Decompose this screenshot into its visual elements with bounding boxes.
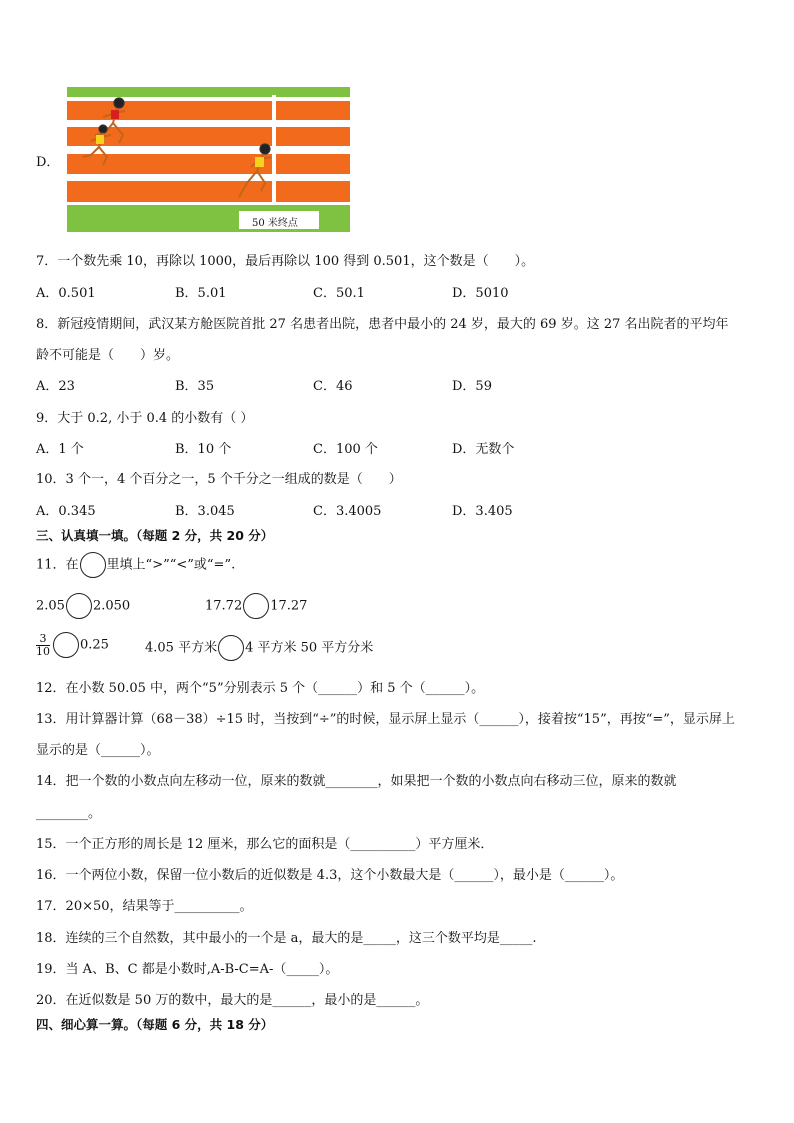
q11-item-a xyxy=(36,593,130,619)
question-9: 9．大于 0.2, 小于 0.4 的小数有（ ） xyxy=(36,411,254,426)
q9-option-b: B．10 个 xyxy=(175,442,232,457)
blank-circle[interactable] xyxy=(218,635,244,661)
q10-option-b: B．3.045 xyxy=(175,504,235,519)
q11-item-d xyxy=(145,635,373,661)
q11-prefix: 11．在 xyxy=(36,557,79,573)
q7-option-a: A．0.501 xyxy=(36,286,96,301)
q11-b-left: 17.72 xyxy=(205,598,243,614)
q11-d-right: 4 平方米 50 平方分米 xyxy=(245,640,374,656)
question-14-line2: ________。 xyxy=(36,806,102,821)
q11-d-left: 4.05 平方米 xyxy=(145,640,218,656)
question-11 xyxy=(36,552,235,578)
q8-option-d: D．59 xyxy=(452,379,492,394)
question-7: 7．一个数先乘 10，再除以 1000，最后再除以 100 得到 0.501，这个数是（ ）。 xyxy=(36,254,535,269)
blank-circle[interactable] xyxy=(80,552,106,578)
question-8-line2: 龄不可能是（ ）岁。 xyxy=(36,348,180,363)
section-4-heading: 四、细心算一算。（每题 6 分，共 18 分） xyxy=(36,1017,274,1032)
q9-option-d: D．无数个 xyxy=(452,442,515,457)
blank-circle[interactable] xyxy=(243,593,269,619)
q7-option-b: B．5.01 xyxy=(175,286,227,301)
question-14-line1: 14．把一个数的小数点向左移动一位，原来的数就________，如果把一个数的小数点向右移动三位，原来的数就 xyxy=(36,774,677,789)
question-13-line1: 13．用计算器计算（68－38）÷15 时，当按到“÷”的时候，显示屏上显示（______），接着按“15”，再按“=”，显示屏上 xyxy=(36,712,735,727)
q11-suffix: 里填上“>”“<”或“=”. xyxy=(106,557,236,573)
blank-circle[interactable] xyxy=(66,593,92,619)
q11-a-left: 2.05 xyxy=(36,598,65,614)
q8-option-c: C．46 xyxy=(313,379,353,394)
q10-option-a: A．0.345 xyxy=(36,504,96,519)
section-3-heading: 三、认真填一填。（每题 2 分，共 20 分） xyxy=(36,528,274,543)
option-d-label: D． xyxy=(36,155,60,170)
q9-option-c: C．100 个 xyxy=(313,442,378,457)
q9-option-a: A．1 个 xyxy=(36,442,84,457)
question-8-line1: 8．新冠疫情期间，武汉某方舱医院首批 27 名患者出院，患者中最小的 24 岁，最大的 69 岁。这 27 名出院者的平均年 xyxy=(36,317,729,332)
q11-a-right: 2.050 xyxy=(92,598,131,614)
blank-circle[interactable] xyxy=(53,632,79,658)
q11-c-right: 0.25 xyxy=(80,637,109,653)
fraction-numerator: 3 xyxy=(36,633,50,646)
question-18: 18．连续的三个自然数，其中最小的一个是 a，最大的是_____，这三个数平均是_____. xyxy=(36,931,537,946)
q11-item-c xyxy=(36,632,109,658)
q8-option-b: B．35 xyxy=(175,379,215,394)
question-15: 15．一个正方形的周长是 12 厘米，那么它的面积是（__________）平方厘米． xyxy=(36,837,494,852)
q8-option-a: A．23 xyxy=(36,379,75,394)
q7-option-c: C．50.1 xyxy=(313,286,365,301)
q7-option-d: D．5010 xyxy=(452,286,509,301)
q11-item-b xyxy=(205,593,307,619)
question-10: 10．3 个一，4 个百分之一，5 个千分之一组成的数是（ ） xyxy=(36,472,402,487)
q10-option-d: D．3.405 xyxy=(452,504,513,519)
question-16: 16．一个两位小数，保留一位小数后的近似数是 4.3，这个小数最大是（______），最小是（______）。 xyxy=(36,868,624,883)
q10-option-c: C．3.4005 xyxy=(313,504,382,519)
track-image xyxy=(67,87,350,232)
fraction-denominator: 10 xyxy=(36,644,50,658)
question-20: 20．在近似数是 50 万的数中，最大的是______，最小的是______。 xyxy=(36,993,429,1008)
fraction xyxy=(36,633,50,658)
finish-line-label: 50 米终点 xyxy=(252,218,298,229)
question-13-line2: 显示的是（______）。 xyxy=(36,743,160,758)
question-12: 12．在小数 50.05 中，两个“5”分别表示 5 个（______）和 5 个（______）。 xyxy=(36,681,485,696)
question-17: 17．20×50，结果等于__________。 xyxy=(36,899,253,914)
q11-b-right: 17.27 xyxy=(270,598,308,614)
question-19: 19．当 A、B、C 都是小数时,A-B-C=A-（_____）。 xyxy=(36,962,339,977)
